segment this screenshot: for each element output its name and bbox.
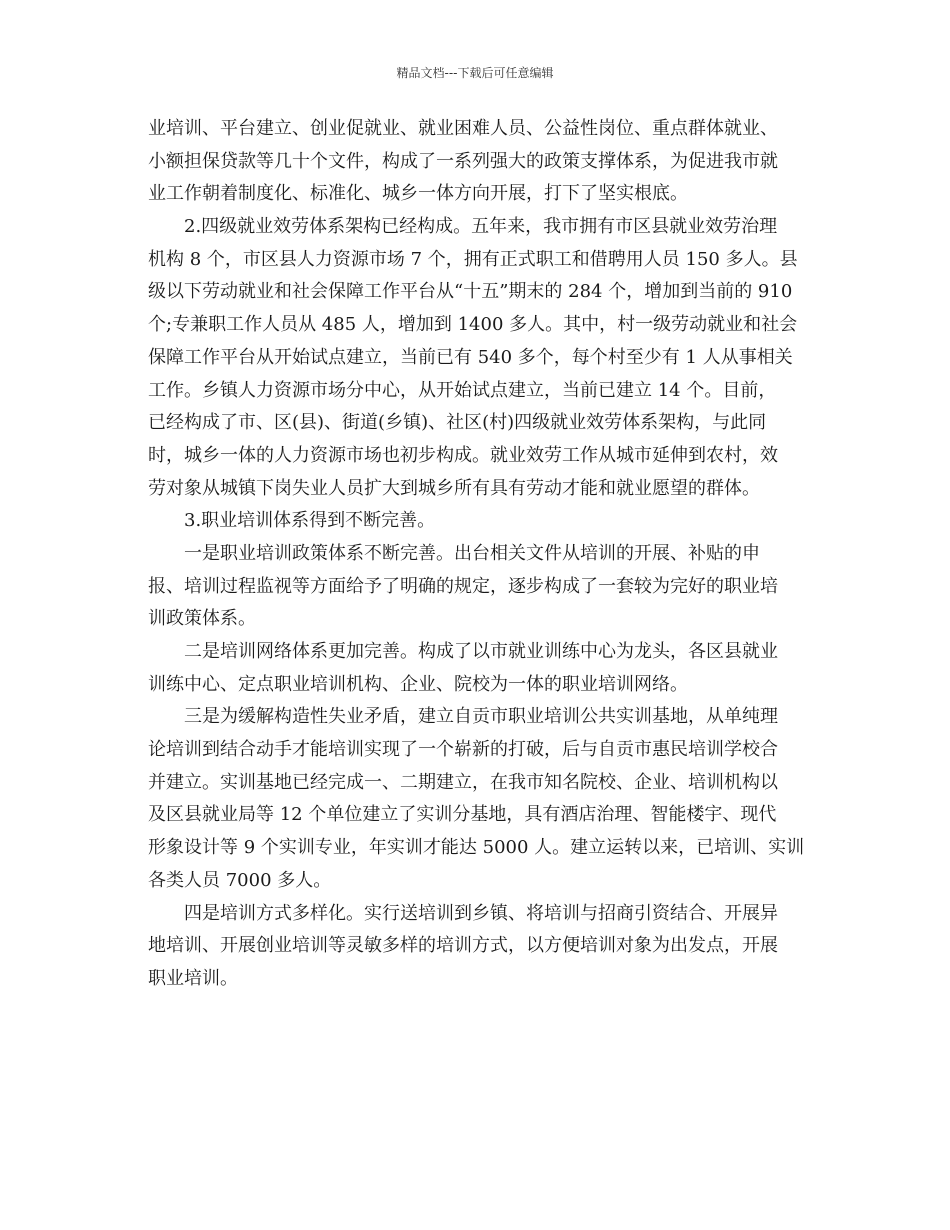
text-line: 职业培训。 [148, 967, 238, 989]
text-line: 并建立。实训基地已经完成一、二期建立，在我市知名院校、企业、培训机构以 [148, 771, 778, 793]
text-line: 级以下劳动就业和社会保障工作平台从“十五”期末的 284 个，增加到当前的 910 [148, 281, 793, 303]
text-line: 形象设计等 9 个实训专业，年实训才能达 5000 人。建立运转以来，已培训、实训 [148, 837, 805, 859]
page-header: 精品文档---下载后可任意编辑 [396, 66, 554, 80]
text-line: 一是职业培训政策体系不断完善。出台相关文件从培训的开展、补贴的申 [184, 542, 760, 564]
document-body [148, 113, 808, 996]
text-line: 业培训、平台建立、创业促就业、就业困难人员、公益性岗位、重点群体就业、 [148, 118, 778, 139]
text-line: 已经构成了市、区(县)、街道(乡镇)、社区(村)四级就业效劳体系架构，与此同 [148, 412, 767, 434]
text-line: 2.四级就业效劳体系架构已经构成。五年来，我市拥有市区县就业效劳治理 [184, 216, 778, 238]
text-line: 3.职业培训体系得到不断完善。 [184, 510, 436, 532]
text-line: 及区县就业局等 12 个单位建立了实训分基地，具有酒店治理、智能楼宇、现代 [148, 804, 777, 826]
text-line: 四是培训方式多样化。实行送培训到乡镇、将培训与招商引资结合、开展异 [184, 902, 778, 924]
text-line: 训练中心、定点职业培训机构、企业、院校为一体的职业培训网络。 [148, 673, 688, 695]
text-line: 训政策体系。 [148, 608, 256, 630]
text-line: 劳对象从城镇下岗失业人员扩大到城乡所有具有劳动才能和就业愿望的群体。 [148, 477, 760, 499]
text-line: 报、培训过程监视等方面给予了明确的规定，逐步构成了一套较为完好的职业培 [148, 575, 778, 597]
text-line: 时，城乡一体的人力资源市场也初步构成。就业效劳工作从城市延伸到农村，效 [148, 444, 778, 466]
text-line: 三是为缓解构造性失业矛盾，建立自贡市职业培训公共实训基地，从单纯理 [184, 706, 778, 728]
text-line: 论培训到结合动手才能培训实现了一个崭新的打破，后与自贡市惠民培训学校合 [148, 739, 778, 761]
text-line: 个;专兼职工作人员从 485 人，增加到 1400 多人。其中，村一级劳动就业和社会 [148, 314, 798, 336]
text-line: 工作。乡镇人力资源市场分中心，从开始试点建立，当前已建立 14 个。目前， [148, 379, 777, 401]
text-line: 小额担保贷款等几十个文件，构成了一系列强大的政策支撑体系，为促进我市就 [148, 150, 778, 172]
text-line: 二是培训网络体系更加完善。构成了以市就业训练中心为龙头，各区县就业 [184, 641, 778, 662]
text-line: 各类人员 7000 多人。 [148, 869, 332, 891]
text-line: 保障工作平台从开始试点建立，当前已有 540 多个，每个村至少有 1 人从事相关 [148, 346, 793, 368]
text-line: 地培训、开展创业培训等灵敏多样的培训方式，以方便培训对象为出发点，开展 [148, 935, 778, 957]
text-line: 业工作朝着制度化、标准化、城乡一体方向开展，打下了坚实根底。 [148, 183, 688, 205]
text-line: 机构 8 个，市区县人力资源市场 7 个，拥有正式职工和借聘用人员 150 多人。县 [148, 248, 798, 270]
